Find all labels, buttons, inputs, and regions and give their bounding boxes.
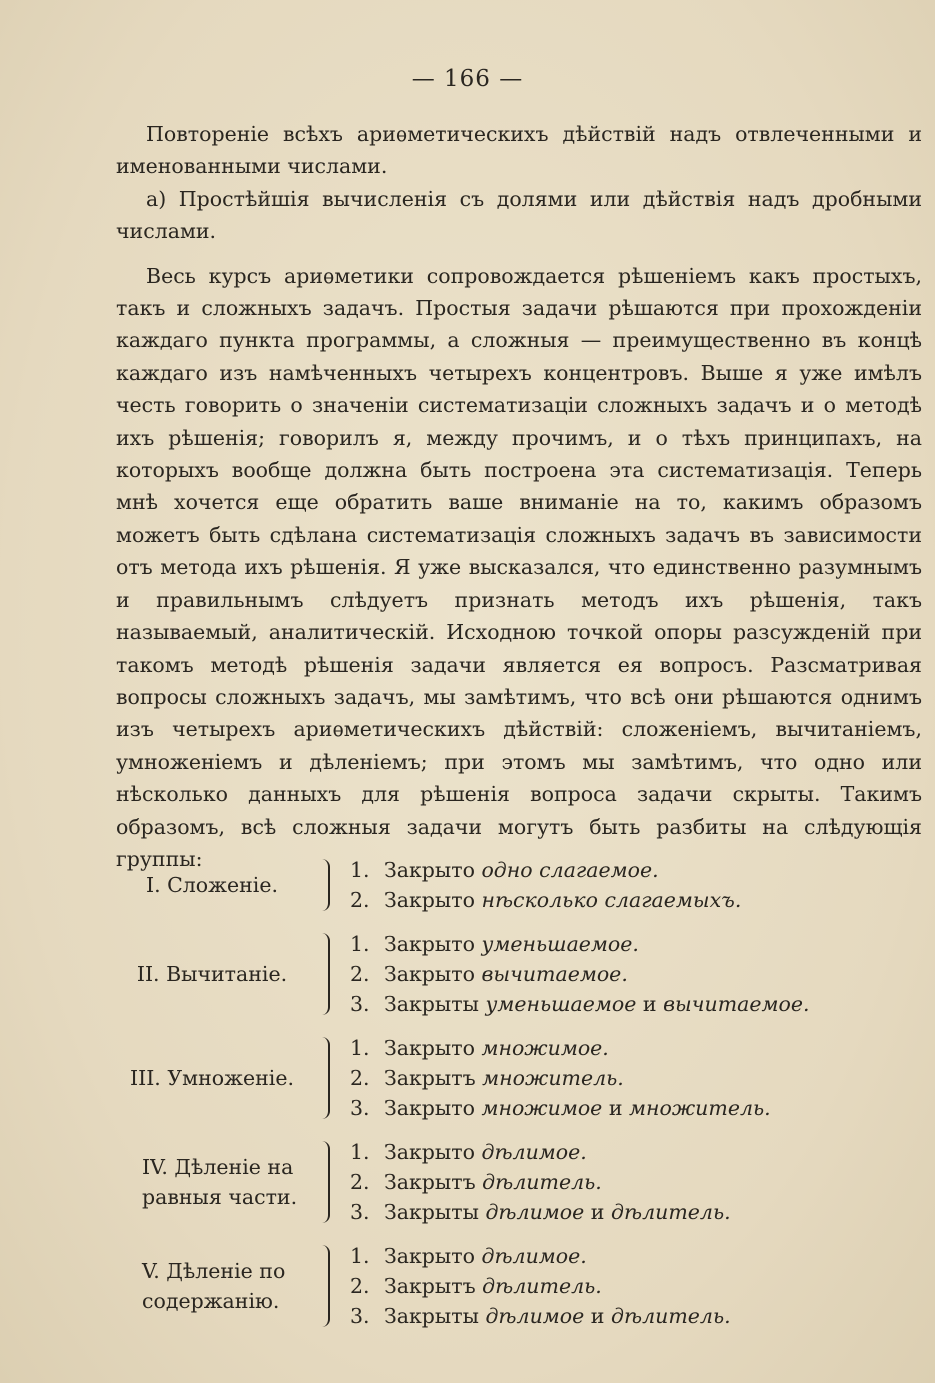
item-verb: Закрытъ [384, 1170, 476, 1194]
group-subtraction [116, 929, 922, 1019]
group-item [350, 885, 741, 915]
item-verb: Закрытъ [384, 1066, 476, 1090]
brace [322, 933, 330, 1015]
group-item [350, 1197, 731, 1227]
brace [322, 859, 330, 911]
item-object: дѣлитель. [610, 1304, 731, 1328]
item-number: 1. [350, 858, 370, 882]
item-verb: Закрыто [384, 1096, 475, 1120]
problem-groups [116, 855, 922, 1331]
item-verb: Закрыто [384, 1036, 475, 1060]
group-title: IV. Дѣленiе на равныя части. [142, 1155, 298, 1209]
item-number: 2. [350, 962, 370, 986]
group-multiplication [116, 1033, 922, 1123]
group-item [350, 1033, 771, 1063]
group-item [350, 1093, 771, 1123]
group-items [350, 1137, 731, 1227]
group-title: III. Умноженiе. [130, 1066, 294, 1090]
item-object: уменьшаемое. [481, 932, 639, 956]
group-item [350, 1137, 731, 1167]
group-title: I. Сложенiе. [145, 873, 279, 897]
item-object: уменьшаемое [485, 992, 637, 1016]
paragraph-review: Повторенiе всѣхъ ариѳметическихъ дѣйствiй надъ отвлеченными и именованными числами. [116, 122, 922, 179]
item-object: вычитаемое. [481, 962, 628, 986]
body-text [116, 118, 922, 875]
item-verb: Закрыты [384, 1304, 479, 1328]
brace [322, 1141, 330, 1223]
item-verb: Закрыто [384, 858, 475, 882]
item-object: дѣлимое [485, 1200, 585, 1224]
group-division-content [116, 1241, 922, 1331]
group-item [350, 989, 809, 1019]
item-object: множимое [481, 1096, 603, 1120]
group-item [350, 1063, 771, 1093]
item-object: вычитаемое. [663, 992, 810, 1016]
page-number: — 166 — [411, 66, 524, 92]
item-object: дѣлимое. [481, 1244, 587, 1268]
item-object: дѣлимое. [481, 1140, 587, 1164]
item-number: 2. [350, 888, 370, 912]
item-number: 1. [350, 1244, 370, 1268]
item-number: 1. [350, 1036, 370, 1060]
group-items [350, 855, 741, 915]
item-number: 1. [350, 932, 370, 956]
paragraph-fractions: а) Простѣйшiя вычисленiя съ долями или дѣйствiя надъ дробными числами. [116, 186, 922, 244]
group-title: II. Вычитанiе. [136, 962, 288, 986]
item-verb: Закрыто [384, 962, 475, 986]
item-number: 2. [350, 1274, 370, 1298]
item-conjunction: и [590, 1304, 605, 1328]
item-verb: Закрыто [384, 1244, 475, 1268]
group-item [350, 1271, 731, 1301]
item-number: 1. [350, 1140, 370, 1164]
group-title: V. Дѣленiе по содержанiю. [142, 1259, 286, 1313]
item-object: множитель. [629, 1096, 771, 1120]
item-number: 3. [350, 1304, 370, 1328]
item-number: 3. [350, 1200, 370, 1224]
item-object: одно слагаемое. [481, 858, 659, 882]
group-item [350, 1167, 731, 1197]
item-verb: Закрыто [384, 1140, 475, 1164]
item-number: 3. [350, 1096, 370, 1120]
group-item [350, 1241, 731, 1271]
item-verb: Закрыто [384, 932, 475, 956]
item-verb: Закрыты [384, 1200, 479, 1224]
group-item [350, 959, 809, 989]
item-object: дѣлитель. [482, 1170, 602, 1194]
item-number: 2. [350, 1170, 370, 1194]
group-item [350, 929, 809, 959]
group-addition [116, 855, 922, 915]
group-items [350, 1033, 771, 1123]
brace [322, 1245, 330, 1327]
item-verb: Закрыты [384, 992, 479, 1016]
item-object: дѣлитель. [482, 1274, 602, 1298]
group-item [350, 1301, 731, 1331]
item-verb: Закрыто [384, 888, 475, 912]
item-object: нѣсколько слагаемыхъ. [481, 888, 742, 912]
item-conjunction: и [608, 1096, 623, 1120]
item-object: множимое. [481, 1036, 609, 1060]
item-number: 2. [350, 1066, 370, 1090]
item-object: дѣлимое [485, 1304, 585, 1328]
item-number: 3. [350, 992, 370, 1016]
brace [322, 1037, 330, 1119]
item-conjunction: и [590, 1200, 605, 1224]
group-items [350, 929, 809, 1019]
item-object: множитель. [482, 1066, 624, 1090]
group-items [350, 1241, 731, 1331]
group-division-equal [116, 1137, 922, 1227]
group-item [350, 855, 741, 885]
paragraph-course: Весь курсъ ариѳметики сопровождается рѣшенiемъ какъ простыхъ, такъ и сложныхъ задачъ. Простыя задачи рѣшаются при прохожденiи каждаго пункта программы, а сложныя — преимущественно въ концѣ каждаго изъ намѣченныхъ четырехъ концентровъ. Выше я уже имѣлъ честь говорить о значенiи систематизацiи сложныхъ задачъ и о методѣ ихъ рѣшенiя; говорилъ я, между прочимъ, и о тѣхъ принципахъ, на которыхъ вообще должна быть построена эта систематизацiя. Теперь мнѣ хочется еще обратить ваше вниманiе на то, какимъ образомъ можетъ быть сдѣлана систематизацiя сложныхъ задачъ въ зависимости отъ метода ихъ рѣшенiя. Я уже высказался, что единственно разумнымъ и правильнымъ слѣдуетъ признать методъ ихъ рѣшенiя, такъ называемый, аналитическiй. Исходною точкой опоры разсужденiй при такомъ методѣ рѣшенiя задачи является ея вопросъ. Разсматривая вопросы сложныхъ задачъ, мы замѣтимъ, что всѣ они рѣшаются однимъ изъ четырехъ ариѳметическихъ дѣйствiй: сложенiемъ, вычитанiемъ, умноженiемъ и дѣленiемъ; при этомъ мы замѣтимъ, что одно или нѣсколько данныхъ для рѣшенiя вопроса задачи скрыты. Такимъ образомъ, всѣ сложныя задачи могутъ быть разбиты на слѣдующiя группы: [116, 263, 922, 871]
item-verb: Закрытъ [384, 1274, 476, 1298]
item-object: дѣлитель. [610, 1200, 731, 1224]
item-conjunction: и [642, 992, 657, 1016]
